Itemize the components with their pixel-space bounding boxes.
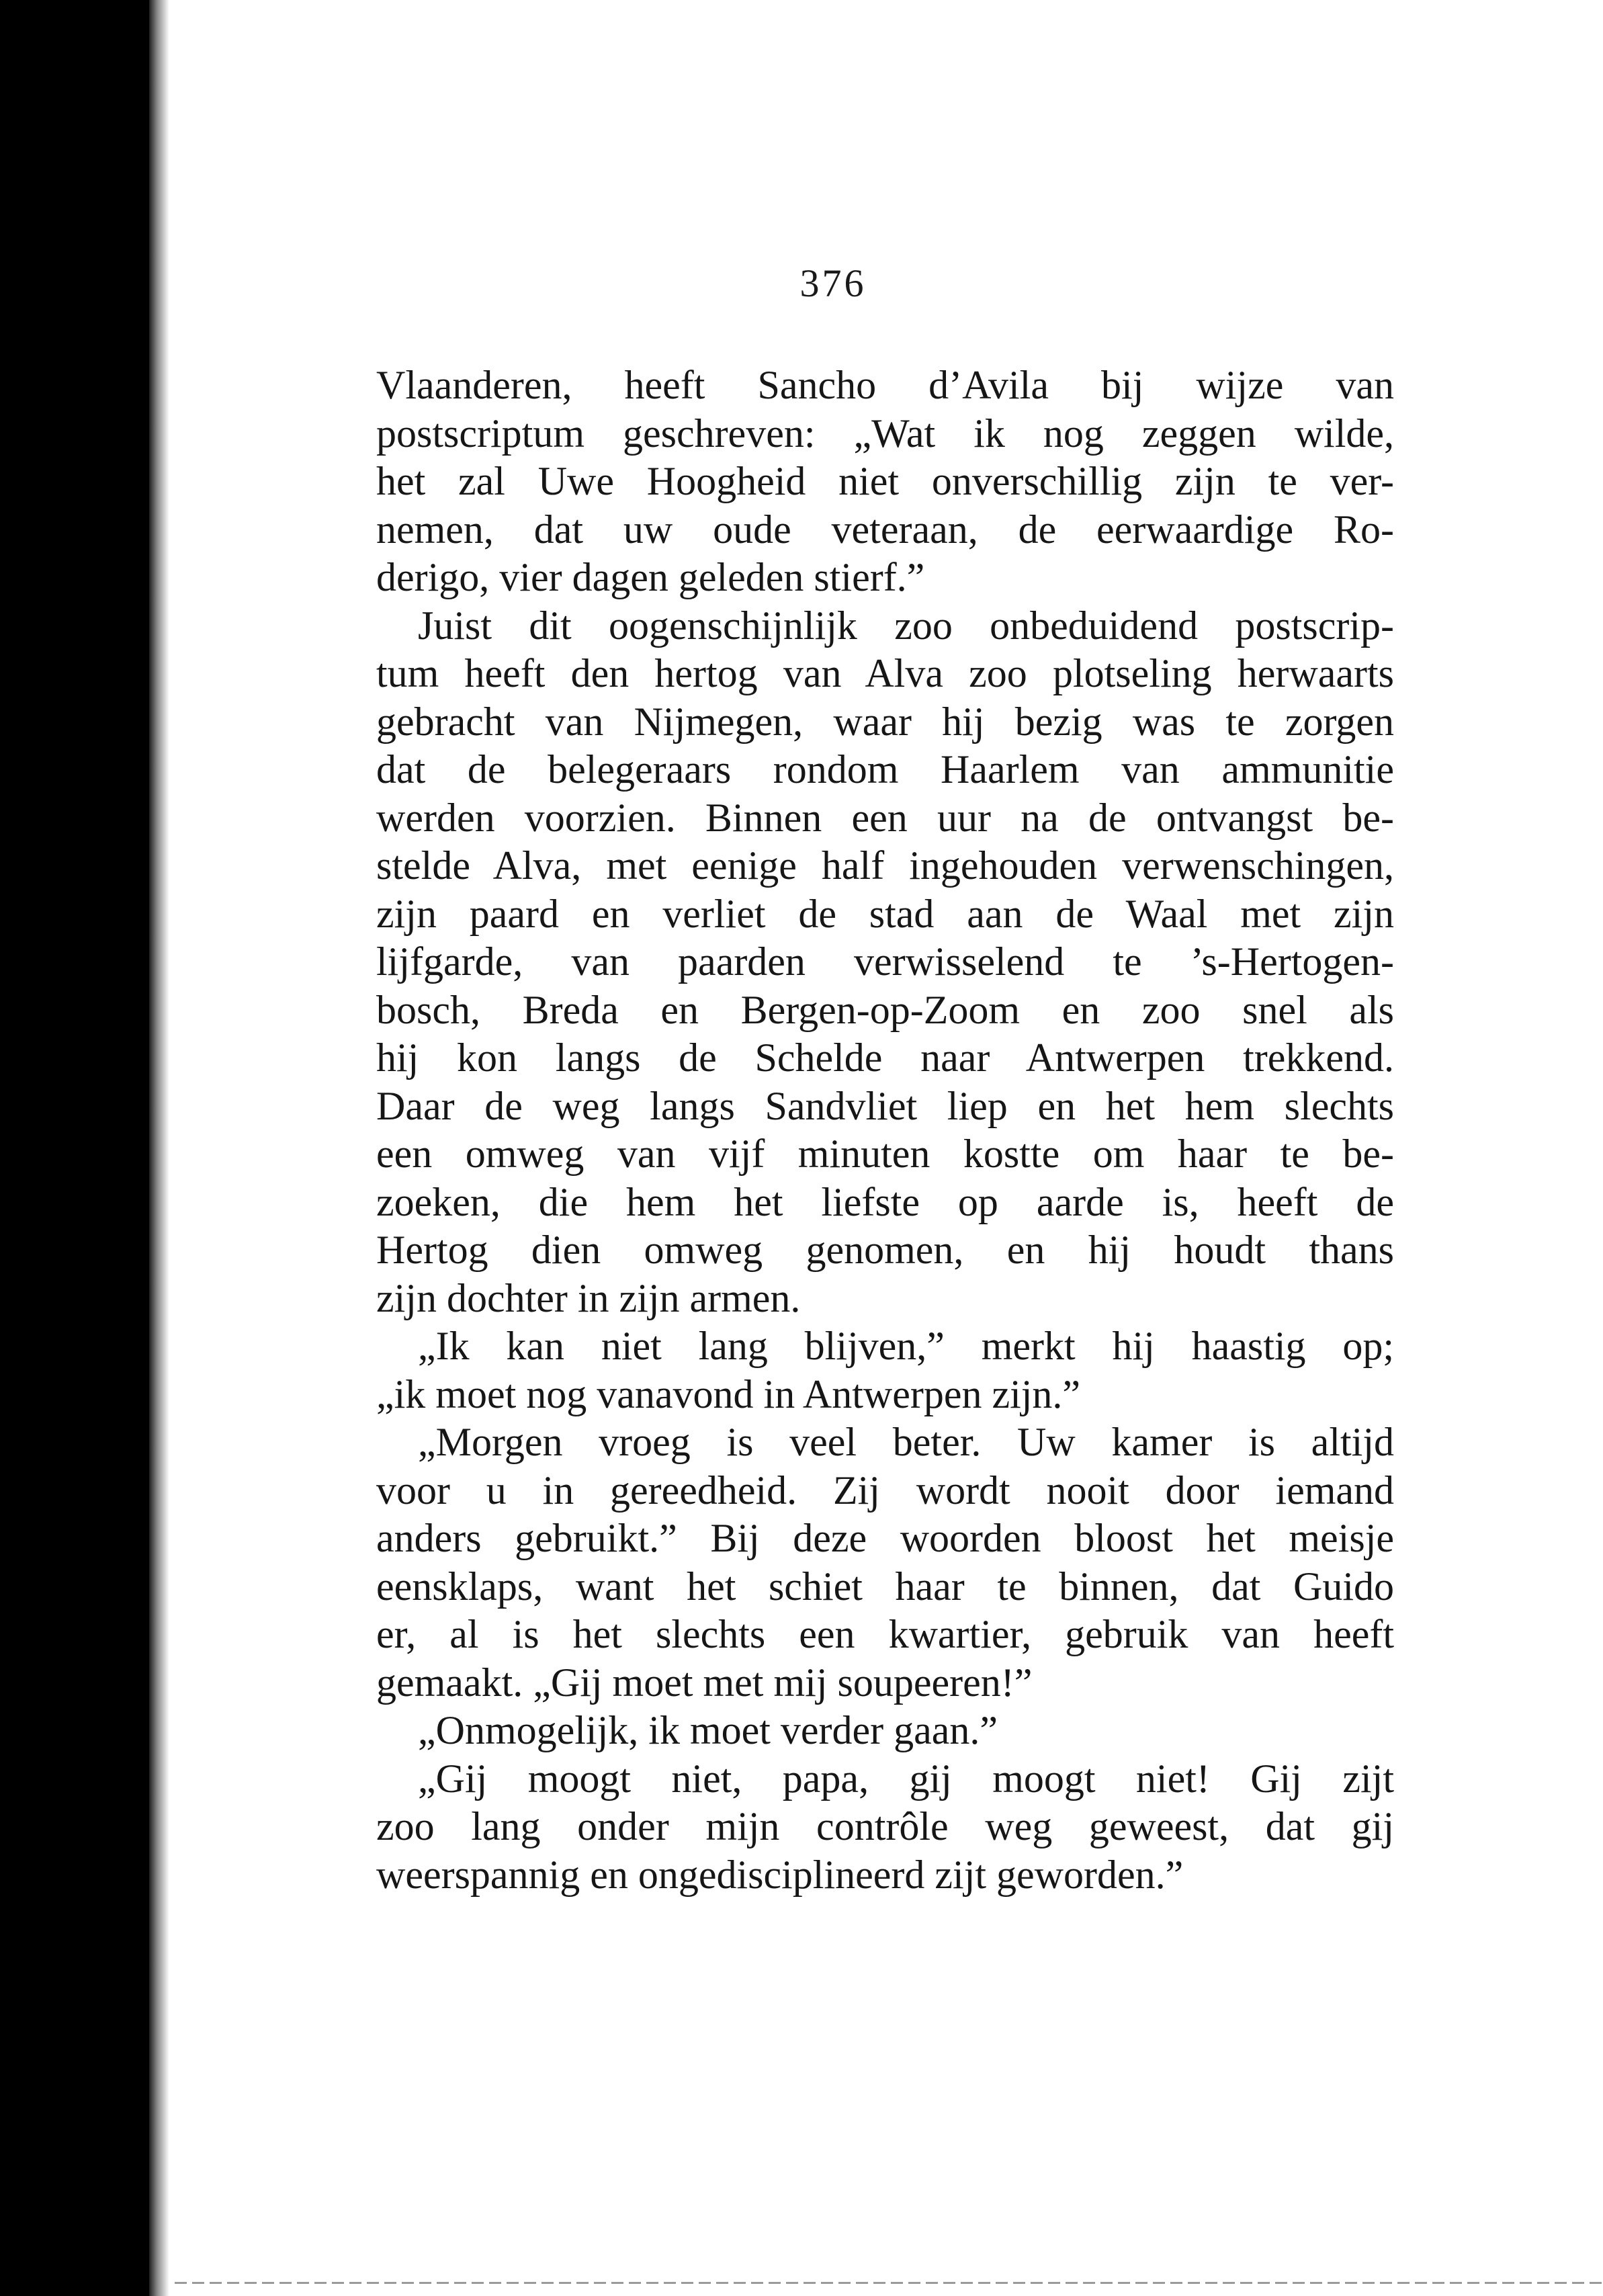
text-line: gemaakt. „Gij moet met mij soupeeren!” (376, 1660, 1033, 1705)
text-line: anders gebruikt.” Bij deze woorden bloost het meisje (376, 1516, 1394, 1560)
text-line: gebracht van Nijmegen, waar hij bezig was te zorgen (376, 699, 1394, 744)
text-line: tum heeft den hertog van Alva zoo plotseling herwaarts (376, 651, 1394, 695)
text-line: een omweg van vijf minuten kostte om haar te be- (376, 1132, 1394, 1176)
text-line: zijn dochter in zijn armen. (376, 1275, 801, 1320)
text-line: „ik moet nog vanavond in Antwerpen zijn.” (376, 1371, 1081, 1416)
text-line: voor u in gereedheid. Zij wordt nooit door iemand (376, 1468, 1394, 1513)
text-line: stelde Alva, met eenige half ingehouden verwenschingen, (376, 843, 1394, 888)
text-line: er, al is het slechts een kwartier, gebruik van heeft (376, 1612, 1394, 1656)
text-line: „Gij moogt niet, papa, gij moogt niet! Gij zijt (418, 1756, 1394, 1801)
binding-edge-fringe (149, 0, 169, 2296)
text-line: „Ik kan niet lang blijven,” merkt hij haastig op; (418, 1324, 1394, 1368)
text-line: zoo lang onder mijn contrôle weg geweest, dat gij (376, 1804, 1394, 1848)
text-line: Vlaanderen, heeft Sancho d’Avila bij wijze van (376, 363, 1394, 407)
text-line: lijfgarde, van paarden verwisselend te ’s-Hertogen- (376, 939, 1394, 984)
text-line: het zal Uwe Hoogheid niet onverschillig zijn te ver- (376, 459, 1394, 503)
text-line: Juist dit oogenschijnlijk zoo onbeduidend postscrip- (418, 603, 1394, 648)
bottom-scan-edge (175, 2282, 1603, 2284)
text-line: „Morgen vroeg is veel beter. Uw kamer is altijd (418, 1420, 1394, 1464)
text-line: hij kon langs de Schelde naar Antwerpen trekkend. (376, 1035, 1394, 1080)
text-line: Daar de weg langs Sandvliet liep en het hem slechts (376, 1083, 1394, 1128)
text-line: werden voorzien. Binnen een uur na de ontvangst be- (376, 795, 1394, 840)
text-line: „Onmogelijk, ik moet verder gaan.” (418, 1708, 998, 1752)
text-line: postscriptum geschreven: „Wat ik nog zeggen wilde, (376, 411, 1394, 456)
text-line: dat de belegeraars rondom Haarlem van ammunitie (376, 747, 1394, 792)
text-line: weerspannig en ongedisciplineerd zijt geworden.” (376, 1852, 1184, 1897)
text-line: eensklaps, want het schiet haar te binnen, dat Guido (376, 1564, 1394, 1609)
text-line: zijn paard en verliet de stad aan de Waal met zijn (376, 891, 1394, 936)
binding-edge-shadow (0, 0, 149, 2296)
text-line: Hertog dien omweg genomen, en hij houdt thans (376, 1228, 1394, 1272)
page-number: 376 (799, 261, 867, 305)
body-text (376, 362, 1394, 1899)
text-line: zoeken, die hem het liefste op aarde is, heeft de (376, 1179, 1394, 1224)
text-line: nemen, dat uw oude veteraan, de eerwaardige Ro- (376, 507, 1394, 552)
text-line: bosch, Breda en Bergen-op-Zoom en zoo snel als (376, 987, 1394, 1032)
text-line: derigo, vier dagen geleden stierf.” (376, 555, 925, 599)
